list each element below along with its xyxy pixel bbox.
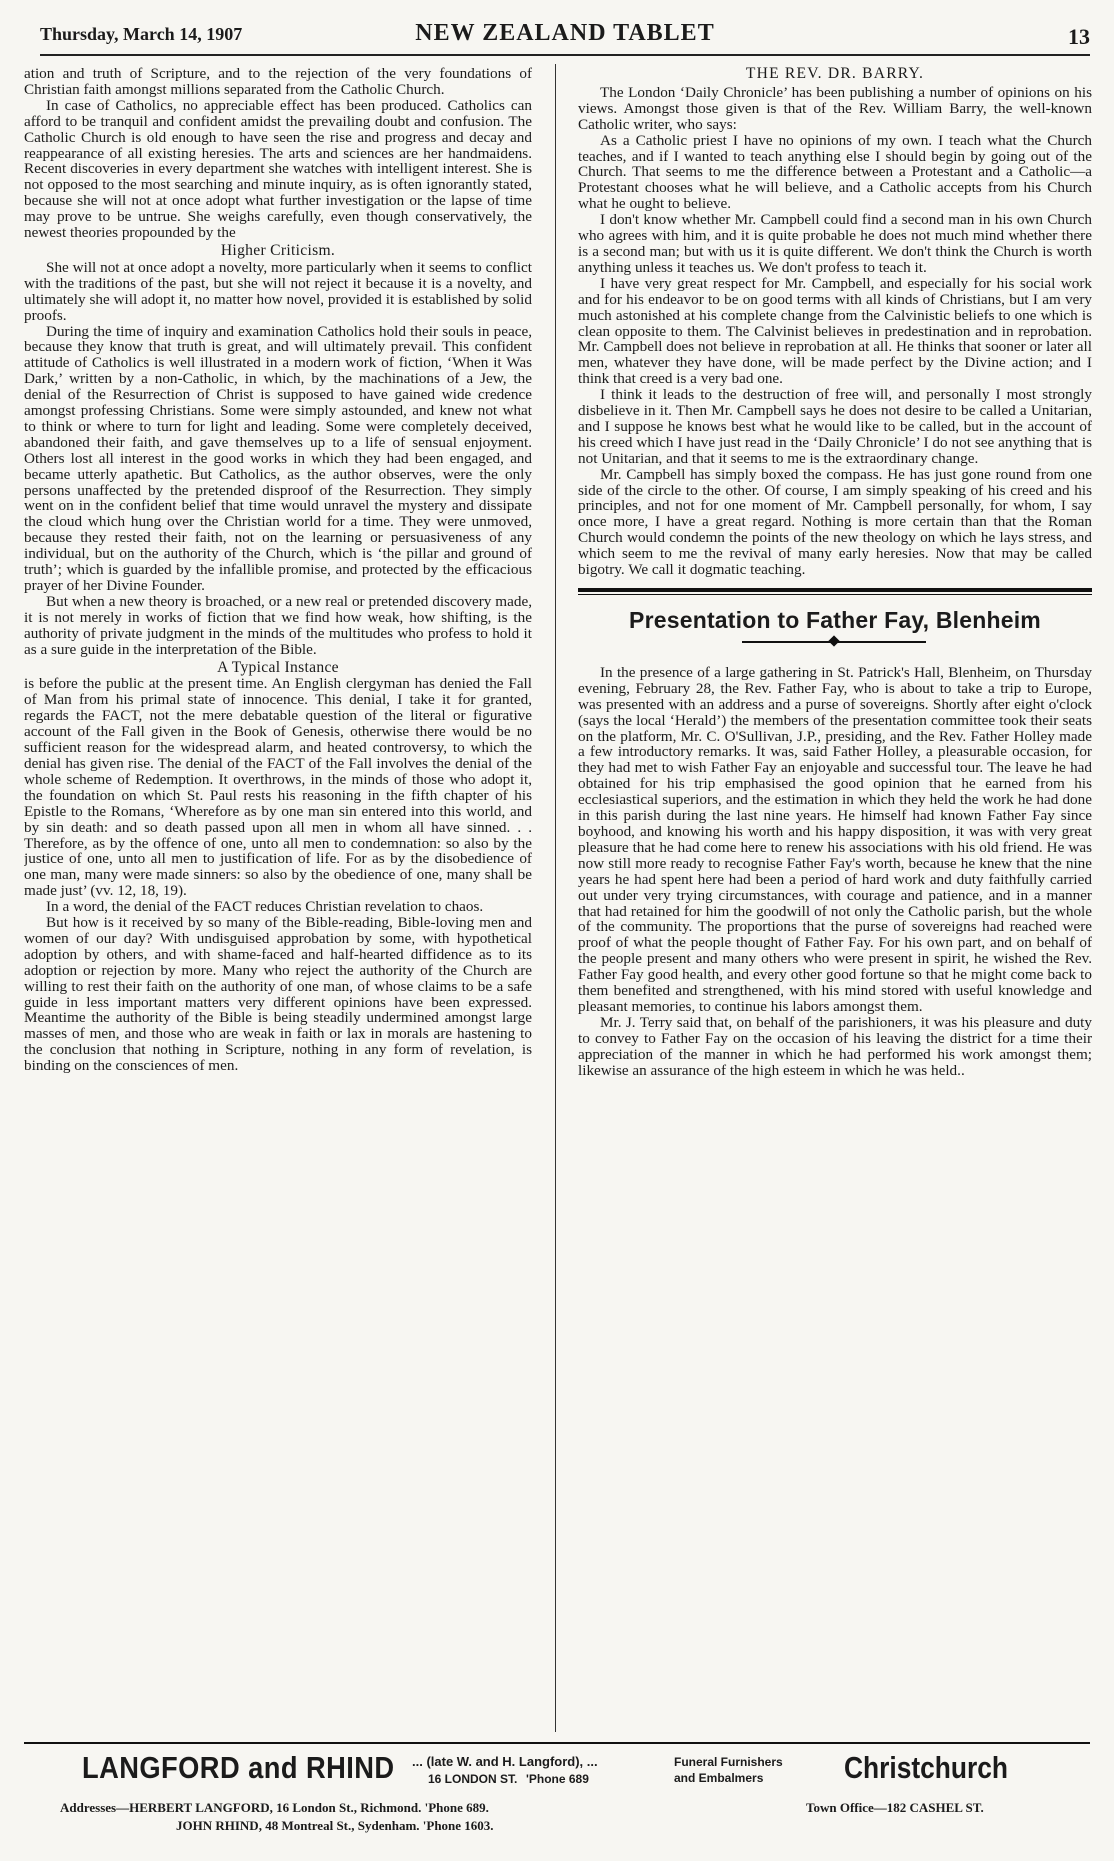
paragraph: In a word, the denial of the FACT reduces Christian revelation to chaos.: [46, 898, 484, 916]
ad-late-note: ... (late W. and H. Langford), ...: [412, 1754, 598, 1769]
paragraph: The London ‘Daily Chronicle’ has been publishing a number of opinions on his views. Amongst those given is that of the Rev. William Barry, the well-known Catholic writer, who says:: [578, 83, 1092, 133]
paragraph: In the presence of a large gathering in St. Patrick's Hall, Blenheim, on Thursday evening, February 28, the Rev. Father Fay, who is about to take a trip to Europe, was presented with an address and a purse of sovereigns. Shortly after eight o'clock (says the local ‘Herald’) the members of the presentation committee took their seats on the platform, Mr. C. O'Sullivan, J.P., presiding, and the Rev. Father Holley made a few introductory remarks. It was, said Father Holley, a pleasurable occasion, for they had met to wish Father Fay an enjoyable and successful tour. The leave he had obtained for his trip emphasised the good opinion that he earned from his ecclesiastical superiors, and the estimation in which they held the work he had done in this parish during the last nine years. He himself had known Father Fay since boyhood, and knowing his worth and his happy disposition, it was with very great pleasure that he had come here to renew his associations with his old friend. He was now still more ready to recognise Father Fay's worth, because he knew that the nine years he had spent here had been a period of hard work and duty faithfully carried out under very trying circumstances, with courage and patience, and in a manner that had retained for him the goodwill of not only the Catholic parish, but the whole of the community. The proportions that the purse of sovereigns had reached were proof of what the people thought of Father Fay. For his own part, and on behalf of the people present and many others who were present in spirit, he wished the Rev. Father Fay good health, and every other good fortune so that he might come back to them benefited and strengthened, with his mind stored with useful knowledge and pleasant memories, to continue his labors amongst them.: [578, 663, 1092, 1015]
right-column: [578, 66, 1092, 1730]
diamond-icon: [828, 635, 839, 646]
ad-service-line: Funeral Furnishers: [674, 1755, 783, 1769]
paragraph: In case of Catholics, no appreciable effect has been produced. Catholics can afford to be tranquil and confident amidst the prevailing doubt and confusion. The Catholic Church is old enough to have seen the rise and progress and decay and reappearance of all existing heresies. The arts and sciences are her handmaidens. Recent discoveries in every department she watches with intelligent interest. She is not opposed to the most searching and minute inquiry, as is often ignorantly stated, because she will not at once adopt what further investigation or the lapse of time may prove to be untrue. She weighs carefully, even though conservatively, the newest theories propounded by the: [24, 96, 532, 242]
section-rule: [578, 594, 1092, 595]
subheading-typical-instance: A Typical Instance: [217, 658, 339, 676]
paragraph: Mr. J. Terry said that, on behalf of the parishioners, it was his pleasure and duty to convey to Father Fay on the occasion of his leaving the district for a time their appreciation of the manner in which he had performed his work amongst them; likewise an assurance of the high esteem in which he was held..: [578, 1013, 1092, 1079]
paragraph: As a Catholic priest I have no opinions of my own. I teach what the Church teaches, and if I wanted to teach anything else I should begin by going out of the Church. That seems to me the difference between a Protestant and a Catholic—a Protestant chooses what he will believe, and a Catholic accepts from his Church what he ought to believe.: [578, 131, 1092, 213]
section-rule: [578, 588, 1092, 592]
paragraph: But how is it received by so many of the Bible-reading, Bible-loving men and women of our day? With undisguised approbation by some, with hypothetical adoption by others, and with shame-faced and half-hearted diffidence as to its adoption or rejection by more. Many who reject the authority of the Church are willing to rest their faith on the authority of one man, of whose claims to be a safe guide in less important matters very different opinions have been expressed. Meantime the authority of the Bible is being steadily undermined amongst large masses of men, and those who are weak in faith or lax in morals are hastening to the conclusion that nothing in Scripture, nothing in any form of revelation, is binding on the consciences of men.: [24, 914, 532, 1075]
article-title: Presentation to Father Fay, Blenheim: [629, 607, 1041, 633]
issue-date: Thursday, March 14, 1907: [40, 24, 243, 44]
paragraph: During the time of inquiry and examination Catholics hold their souls in peace, because they know that truth is great, and will ultimately prevail. This confident attitude of Catholics is well illustrated in a modern work of fiction, ‘When it Was Dark,’ written by a non-Catholic, in which, by the machinations of a Jew, the denial of the Resurrection of Christ is supposed to have gained wide credence amongst professing Christians. Some were simply astounded, and knew not what to think or where to turn for light and leading. Some were completely deceived, abandoned their faith, and gave themselves up to a life of sensual enjoyment. Others lost all interest in the good works in which they had been engaged, and became utterly apathetic. But Catholics, as the author observes, were the only persons unaffected by the pretended disproof of the Resurrection. They simply went on in the confident belief that time would unravel the mystery and dissipate the cloud which hung over the Christian world for a time. They were unmoved, because they rested their faith, not on the learning or persuasiveness of any individual, but on the authority of the Church, which is ‘the pillar and ground of truth’; which is guarded by the infallible promise, and protected by the efficacious prayer of her Divine Founder.: [24, 322, 532, 594]
ad-city: Christchurch: [844, 1750, 1008, 1785]
ad-services: [674, 1754, 783, 1786]
column-divider: [555, 64, 556, 1732]
paragraph: Mr. Campbell has simply boxed the compass. He has just gone round from one side of the circle to the other. Of course, I am simply speaking of his creed and his principles, and not for one moment of Mr. Campbell personally, for whom, I say once more, I have a great regard. Nothing is more certain than that the Roman Church would condemn the points of the new theology on which he lays stress, and which seem to me the revival of many early heresies. Now that may be called bigotry. We call it dogmatic teaching.: [578, 465, 1092, 579]
advertisement: [24, 1748, 1090, 1858]
ad-address: 16 LONDON ST.: [428, 1772, 518, 1786]
paragraph: But when a new theory is broached, or a new real or pretended discovery made, it is not merely in works of fiction that we find how weak, how shifting, is the authority of private judgment in the minds of the multitudes who profess to hold it as a sure guide in the interpretation of the Bible.: [24, 592, 532, 658]
paragraph: She will not at once adopt a novelty, more particularly when it seems to conflict with the traditions of the past, but she will not reject it because it is a novelty, and ultimately she will adopt it, no matter how novel, provided it is established by solid proofs.: [24, 258, 532, 324]
ad-addresses-line: Addresses—HERBERT LANGFORD, 16 London St., Richmond. 'Phone 689.: [60, 1800, 489, 1815]
paragraph: I have very great respect for Mr. Campbell, and especially for his social work and for his endeavor to be on good terms with all kinds of Christians, but I am very much astonished at his complete change from the Calvinistic beliefs to one which is clean opposite to them. The Calvinist believes in predestination and in reprobation. Mr. Campbell does not believe in reprobation at all. He thinks that sooner or later all men, whatever they have done, will be made perfect by the Divine action; and I think that creed is a very bad one.: [578, 274, 1092, 388]
newspaper-title: NEW ZEALAND TABLET: [415, 20, 715, 46]
advertisement-rule: [24, 1742, 1090, 1744]
barry-section-title: THE REV. DR. BARRY.: [745, 66, 925, 82]
ad-firm-name: LANGFORD and RHIND: [82, 1750, 395, 1785]
left-column: [24, 66, 532, 1730]
paragraph: I think it leads to the destruction of free will, and personally I most strongly disbelieve in it. Then Mr. Campbell says he does not desire to be called a Unitarian, and I suppose he knows best what he would like to be called, but in the account of his creed which I have just read in the ‘Daily Chronicle’ I do not see anything that is not Unitarian, and that it seems to me is the extraordinary change.: [578, 386, 1092, 467]
ad-town-office: Town Office—182 CASHEL ST.: [806, 1800, 984, 1815]
paragraph: is before the public at the present time. An English clergyman has denied the Fall of Man from his primal state of innocence. This denial, I take it for granted, regards the FACT, not the mere debatable question of the literal or figurative account of the Fall given in the Book of Genesis, otherwise there would be no sufficient reason for the widespread alarm, and heated controversy, to which the denial has given rise. The denial of the FACT of the Fall involves the denial of the whole scheme of Redemption. It overthrows, in the minds of those who adopt it, the foundation on which St. Paul rests his reasoning in the fifth chapter of his Epistle to the Romans, ‘Wherefore as by one man sin entered into this world, and by sin death: and so death passed upon all men in whom all have sinned. . . Therefore, as by the offence of one, unto all men to condemnation: so also by the justice of one, unto all men to justification of life. For as by the disobedience of one man, many were made sinners: so also by the obedience of one, many shall be made just’ (vv. 12, 18, 19).: [24, 675, 532, 900]
subheading-higher-criticism: Higher Criticism.: [220, 241, 336, 259]
paragraph: ation and truth of Scripture, and to the rejection of the very foundations of Christian faith amongst millions separated from the Catholic Church.: [24, 66, 532, 98]
ad-rhind-line: JOHN RHIND, 48 Montreal St., Sydenham. 'Phone 1603.: [176, 1818, 494, 1833]
paragraph: I don't know whether Mr. Campbell could find a second man in his own Church who agrees with him, and it is quite probable he does not much mind whether there is a second man; but with us it is quite different. We don't think the Church is worth anything unless it teaches us. We don't profess to teach it.: [578, 211, 1092, 276]
ad-phone: 'Phone 689: [526, 1772, 589, 1786]
ad-service-line: and Embalmers: [674, 1771, 764, 1785]
page-number: 13: [1068, 24, 1090, 49]
ornament-divider: [578, 635, 1092, 649]
masthead: [40, 20, 1090, 56]
